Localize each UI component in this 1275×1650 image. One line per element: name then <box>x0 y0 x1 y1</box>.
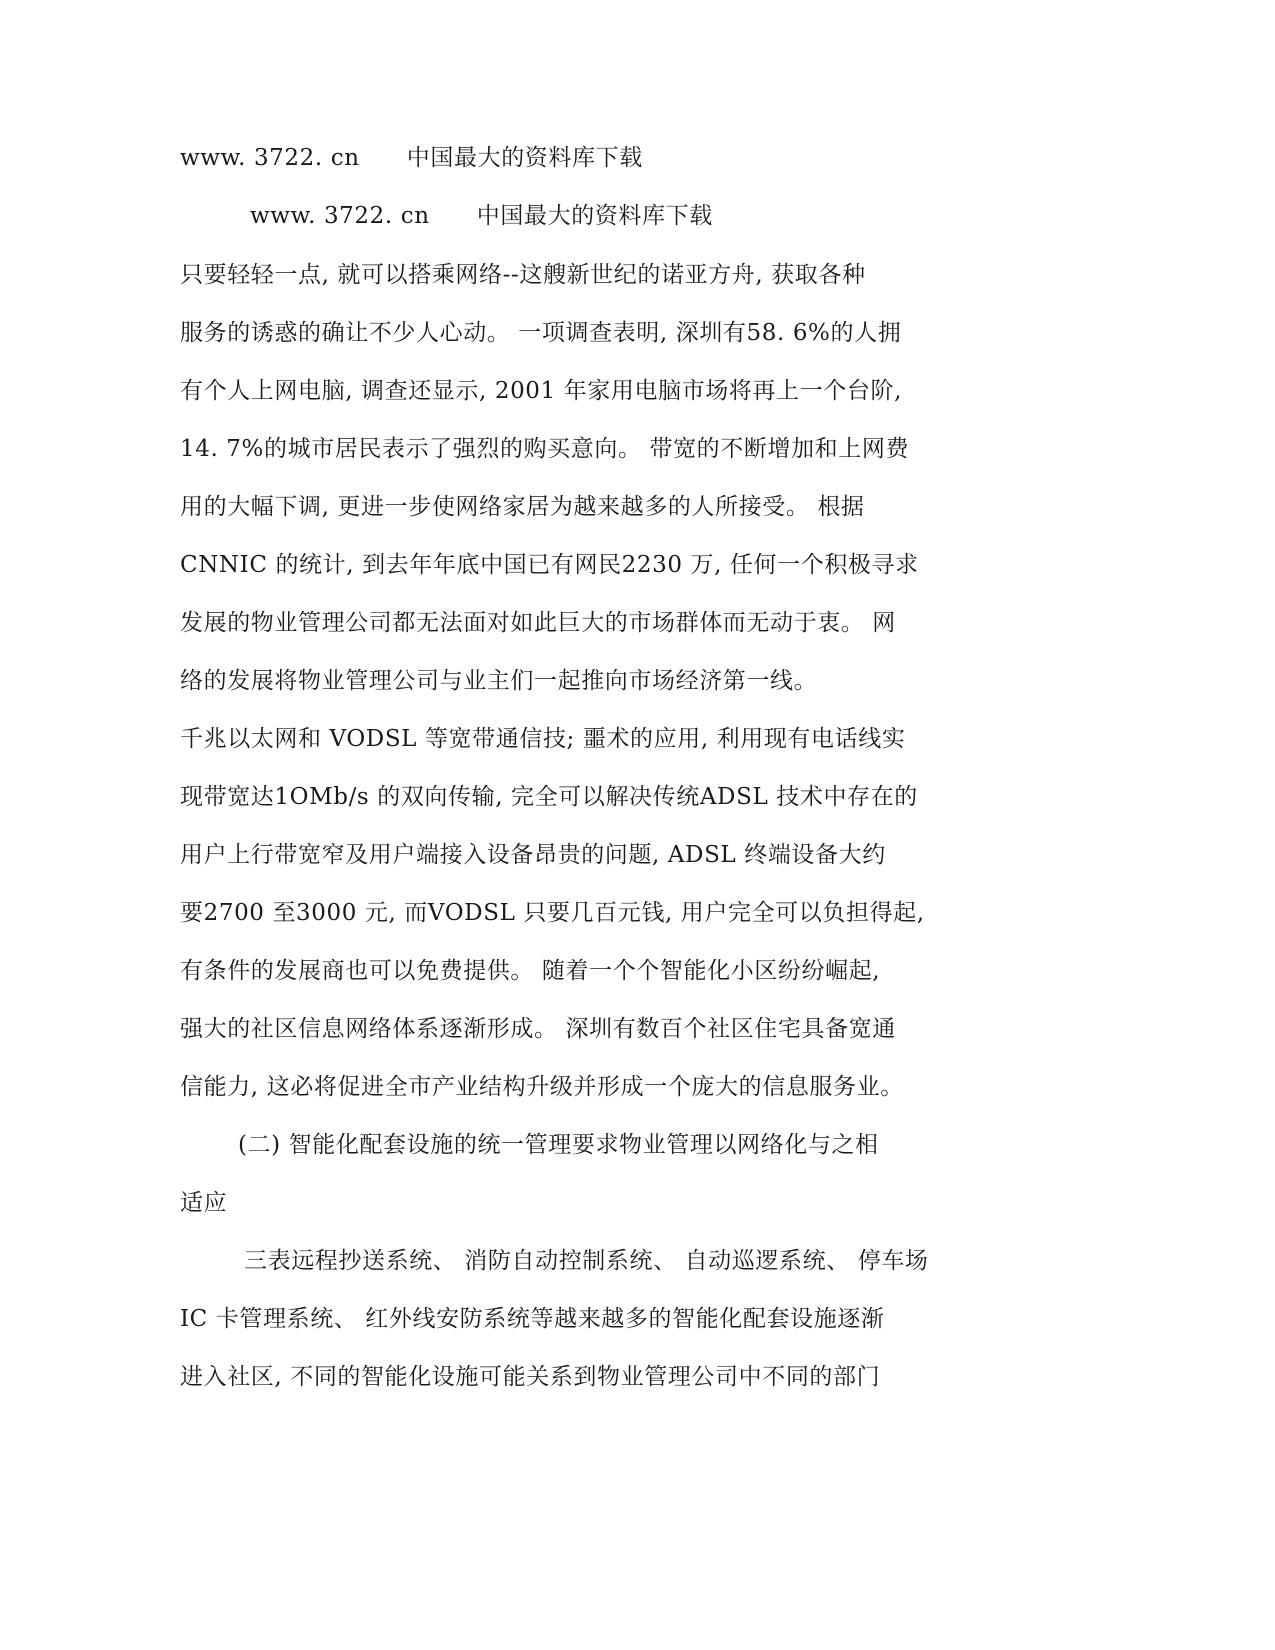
section-heading-continuation: 适应 <box>180 1190 228 1216</box>
body-line: 强大的社区信息网络体系逐渐形成。 深圳有数百个社区住宅具备宽通 <box>180 1016 896 1042</box>
body-line: 有条件的发展商也可以免费提供。 随着一个个智能化小区纷纷崛起, <box>180 958 881 984</box>
body-line: 要2700 至3000 元, 而VODSL 只要几百元钱, 用户完全可以负担得起, <box>180 900 925 926</box>
body-line: 只要轻轻一点, 就可以搭乘网络--这艘新世纪的诺亚方舟, 获取各种 <box>180 262 866 288</box>
body-line: 三表远程抄送系统、 消防自动控制系统、 自动巡逻系统、 停车场 <box>244 1248 929 1274</box>
body-line: 现带宽达1OMb/s 的双向传输, 完全可以解决传统ADSL 技术中存在的 <box>180 784 918 810</box>
header-line-1: www. 3722. cn 中国最大的资料库下载 <box>180 145 643 171</box>
body-line: 进入社区, 不同的智能化设施可能关系到物业管理公司中不同的部门 <box>180 1364 881 1390</box>
body-line: 服务的诱惑的确让不少人心动。 一项调查表明, 深圳有58. 6%的人拥 <box>180 320 902 346</box>
body-line: 发展的物业管理公司都无法面对如此巨大的市场群体而无动于衷。 网 <box>180 610 896 636</box>
body-line: 用的大幅下调, 更进一步使网络家居为越来越多的人所接受。 根据 <box>180 494 865 520</box>
body-line: CNNIC 的统计, 到去年年底中国已有网民2230 万, 任何一个积极寻求 <box>180 552 919 578</box>
section-heading: (二) 智能化配套设施的统一管理要求物业管理以网络化与之相 <box>238 1132 879 1158</box>
body-line: 有个人上网电脑, 调查还显示, 2001 年家用电脑市场将再上一个台阶, <box>180 378 902 404</box>
body-line: 14. 7%的城市居民表示了强烈的购买意向。 带宽的不断增加和上网费 <box>180 436 910 462</box>
body-line: 信能力, 这必将促进全市产业结构升级并形成一个庞大的信息服务业。 <box>180 1074 904 1100</box>
header-line-2: www. 3722. cn 中国最大的资料库下载 <box>250 203 713 229</box>
body-line: 用户上行带宽窄及用户端接入设备昂贵的问题, ADSL 终端设备大约 <box>180 842 886 868</box>
body-line: 络的发展将物业管理公司与业主们一起推向市场经济第一线。 <box>180 668 818 694</box>
body-line: 千兆以太网和 VODSL 等宽带通信技; 噩术的应用, 利用现有电话线实 <box>180 726 906 752</box>
body-line: IC 卡管理系统、 红外线安防系统等越来越多的智能化配套设施逐渐 <box>180 1306 885 1332</box>
